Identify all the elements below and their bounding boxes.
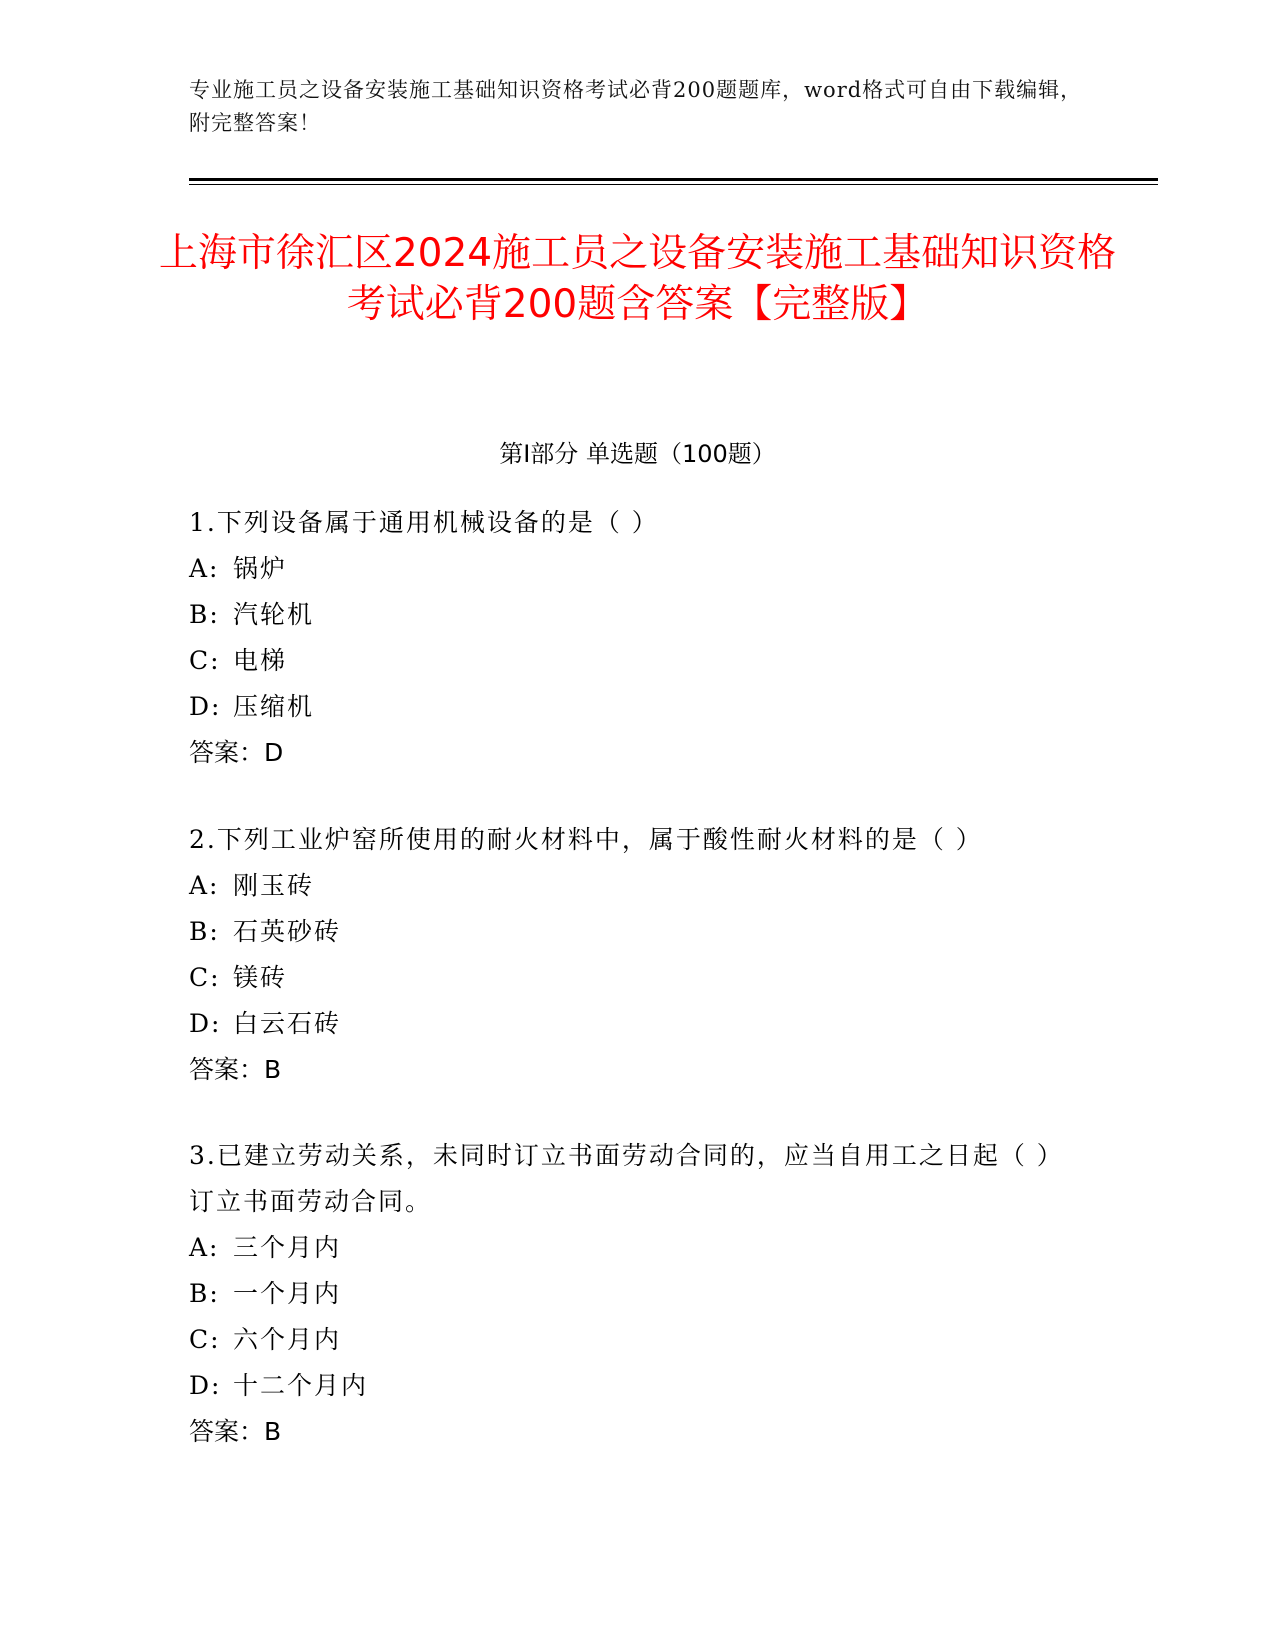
option-a bbox=[189, 546, 1089, 592]
option-c bbox=[189, 638, 1089, 684]
option-letter: B: bbox=[189, 600, 220, 629]
question-stem: 3.已建立劳动关系，未同时订立书面劳动合同的，应当自用工之日起（ ）订立书面劳动合同。 bbox=[189, 1141, 1064, 1216]
question-1 bbox=[189, 500, 1089, 776]
header-note: 专业施工员之设备安装施工基础知识资格考试必背200题题库，word格式可自由下载编辑，附完整答案！ bbox=[189, 78, 1083, 135]
option-letter: C: bbox=[189, 963, 221, 992]
question-2 bbox=[189, 817, 1089, 1093]
option-text: 锅炉 bbox=[233, 554, 288, 583]
section-heading: 第I部分 单选题（100题） bbox=[499, 440, 776, 468]
option-text: 十二个月内 bbox=[233, 1371, 369, 1400]
option-text: 汽轮机 bbox=[233, 600, 315, 629]
option-d bbox=[189, 684, 1089, 730]
option-a bbox=[189, 863, 1089, 909]
option-letter: D: bbox=[189, 1009, 222, 1038]
question-3 bbox=[189, 1133, 1089, 1455]
option-text: 压缩机 bbox=[233, 692, 315, 721]
option-d bbox=[189, 1001, 1089, 1047]
option-text: 白云石砖 bbox=[233, 1009, 342, 1038]
option-letter: A: bbox=[189, 554, 220, 583]
option-c bbox=[189, 1317, 1089, 1363]
answer-line: 答案：B bbox=[189, 1417, 282, 1446]
header-rule-thick bbox=[189, 178, 1158, 181]
option-b bbox=[189, 1271, 1089, 1317]
option-letter: C: bbox=[189, 646, 221, 675]
option-c bbox=[189, 955, 1089, 1001]
document-title: 上海市徐汇区2024施工员之设备安装施工基础知识资格考试必背200题含答案【完整版】 bbox=[158, 231, 1117, 327]
option-letter: D: bbox=[189, 692, 222, 721]
option-text: 六个月内 bbox=[233, 1325, 342, 1354]
option-letter: A: bbox=[189, 1233, 220, 1262]
option-text: 刚玉砖 bbox=[233, 871, 315, 900]
option-text: 镁砖 bbox=[233, 963, 288, 992]
option-letter: A: bbox=[189, 871, 220, 900]
answer-line: 答案：D bbox=[189, 738, 284, 767]
option-letter: B: bbox=[189, 917, 220, 946]
option-text: 电梯 bbox=[233, 646, 288, 675]
option-letter: B: bbox=[189, 1279, 220, 1308]
option-letter: D: bbox=[189, 1371, 222, 1400]
option-letter: C: bbox=[189, 1325, 221, 1354]
answer-line: 答案：B bbox=[189, 1055, 282, 1084]
option-text: 一个月内 bbox=[233, 1279, 342, 1308]
option-text: 三个月内 bbox=[233, 1233, 342, 1262]
option-a bbox=[189, 1225, 1089, 1271]
header-rule-thin bbox=[189, 184, 1158, 185]
option-d bbox=[189, 1363, 1089, 1409]
option-text: 石英砂砖 bbox=[233, 917, 342, 946]
option-b bbox=[189, 909, 1089, 955]
question-stem: 1.下列设备属于通用机械设备的是（ ） bbox=[189, 508, 659, 537]
question-stem: 2.下列工业炉窑所使用的耐火材料中，属于酸性耐火材料的是（ ） bbox=[189, 825, 983, 854]
option-b bbox=[189, 592, 1089, 638]
